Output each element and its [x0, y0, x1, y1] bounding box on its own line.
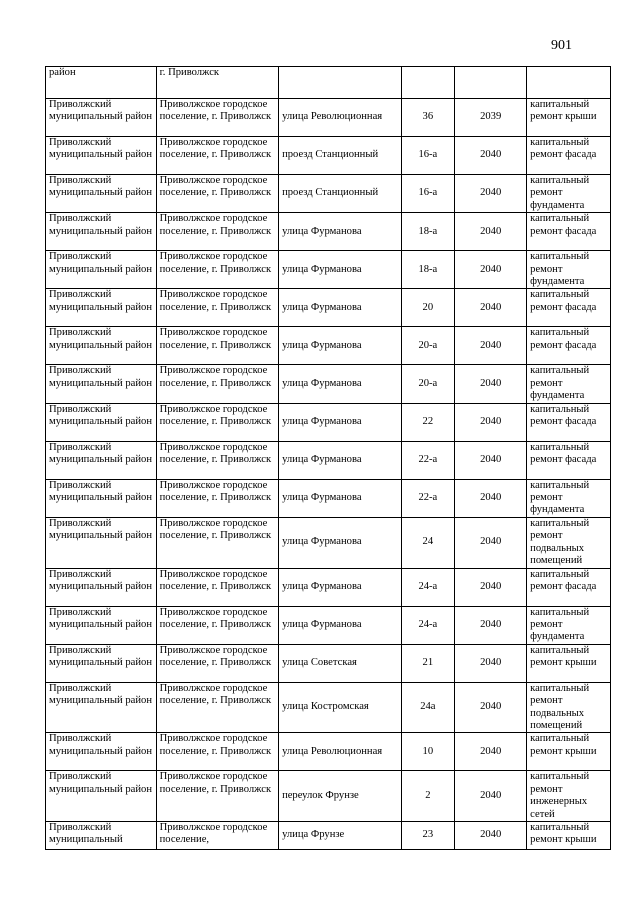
- cell-work: капитальный ремонт фасада: [527, 568, 611, 606]
- cell-district: Приволжский муниципальный район: [46, 733, 157, 771]
- cell-work: капитальный ремонт фасада: [527, 213, 611, 251]
- cell-year: 2040: [455, 289, 527, 327]
- cell-settlement: Приволжское городское поселение, г. Приволжск: [156, 327, 278, 365]
- cell-settlement: Приволжское городское поселение, г. Приволжск: [156, 365, 278, 403]
- cell-work: капитальный ремонт фундамента: [527, 175, 611, 213]
- cell-district: Приволжский муниципальный район: [46, 403, 157, 441]
- cell-house: 20-а: [401, 365, 455, 403]
- cell-settlement: Приволжское городское поселение, г. Приволжск: [156, 682, 278, 733]
- cell-year: 2040: [455, 327, 527, 365]
- cell-house: 18-а: [401, 251, 455, 289]
- cell-year: 2040: [455, 365, 527, 403]
- table-row: [46, 175, 611, 213]
- cell-settlement: Приволжское городское поселение, г. Приволжск: [156, 137, 278, 175]
- cell-settlement: Приволжское городское поселение, г. Приволжск: [156, 441, 278, 479]
- table-row: [46, 99, 611, 137]
- cell-work: капитальный ремонт крыши: [527, 821, 611, 849]
- cell-settlement: Приволжское городское поселение,: [156, 821, 278, 849]
- cell-settlement: Приволжское городское поселение, г. Приволжск: [156, 213, 278, 251]
- table-body: [46, 67, 611, 850]
- cell-street: улица Фурманова: [279, 213, 401, 251]
- cell-street: проезд Станционный: [279, 175, 401, 213]
- cell-street: улица Фурманова: [279, 441, 401, 479]
- cell-house: 18-а: [401, 213, 455, 251]
- cell-year: 2040: [455, 479, 527, 517]
- cell-house: 20-а: [401, 327, 455, 365]
- cell-work: капитальный ремонт крыши: [527, 644, 611, 682]
- cell-work: капитальный ремонт фундамента: [527, 251, 611, 289]
- cell-street: улица Фурманова: [279, 251, 401, 289]
- cell-district: Приволжский муниципальный район: [46, 289, 157, 327]
- cell-house: 23: [401, 821, 455, 849]
- cell-district: Приволжский муниципальный район: [46, 644, 157, 682]
- cell-house: 24а: [401, 682, 455, 733]
- table-row: [46, 568, 611, 606]
- cell-street: улица Фурманова: [279, 479, 401, 517]
- cell-district: Приволжский муниципальный район: [46, 99, 157, 137]
- cell-house: 20: [401, 289, 455, 327]
- cell-work: капитальный ремонт фундамента: [527, 606, 611, 644]
- cell-street: улица Фурманова: [279, 365, 401, 403]
- cell-district: Приволжский муниципальный район: [46, 213, 157, 251]
- cell-settlement: Приволжское городское поселение, г. Приволжск: [156, 289, 278, 327]
- cell-house: 16-а: [401, 175, 455, 213]
- table-row: [46, 644, 611, 682]
- cell-settlement: Приволжское городское поселение, г. Приволжск: [156, 644, 278, 682]
- table-row: [46, 821, 611, 849]
- table-row: [46, 441, 611, 479]
- cell-house: 2: [401, 771, 455, 822]
- cell-house: 24-а: [401, 606, 455, 644]
- cell-year: 2040: [455, 644, 527, 682]
- cell-work: капитальный ремонт инженерных сетей: [527, 771, 611, 822]
- cell-street: переулок Фрунзе: [279, 771, 401, 822]
- cell-district: Приволжский муниципальный район: [46, 251, 157, 289]
- cell-district: Приволжский муниципальный район: [46, 568, 157, 606]
- table-row: [46, 327, 611, 365]
- table-row: [46, 365, 611, 403]
- cell-house: [401, 67, 455, 99]
- cell-year: 2040: [455, 137, 527, 175]
- cell-district: Приволжский муниципальный район: [46, 682, 157, 733]
- table-row: [46, 517, 611, 568]
- cell-year: 2040: [455, 517, 527, 568]
- cell-work: капитальный ремонт фундамента: [527, 479, 611, 517]
- cell-settlement: Приволжское городское поселение, г. Приволжск: [156, 771, 278, 822]
- cell-year: 2040: [455, 213, 527, 251]
- cell-settlement: Приволжское городское поселение, г. Приволжск: [156, 175, 278, 213]
- table-row: [46, 479, 611, 517]
- page-number: 901: [551, 38, 572, 53]
- cell-work: капитальный ремонт фасада: [527, 137, 611, 175]
- cell-house: 21: [401, 644, 455, 682]
- cell-year: 2040: [455, 441, 527, 479]
- cell-house: 22-а: [401, 441, 455, 479]
- cell-street: улица Революционная: [279, 99, 401, 137]
- cell-year: 2040: [455, 682, 527, 733]
- cell-street: проезд Станционный: [279, 137, 401, 175]
- cell-street: улица Советская: [279, 644, 401, 682]
- table-row: [46, 137, 611, 175]
- cell-house: 22: [401, 403, 455, 441]
- cell-house: 36: [401, 99, 455, 137]
- cell-house: 24-а: [401, 568, 455, 606]
- cell-year: 2040: [455, 606, 527, 644]
- cell-year: 2040: [455, 403, 527, 441]
- cell-year: 2040: [455, 568, 527, 606]
- table-row: [46, 251, 611, 289]
- cell-work: капитальный ремонт крыши: [527, 99, 611, 137]
- table-row: [46, 682, 611, 733]
- cell-settlement: Приволжское городское поселение, г. Приволжск: [156, 517, 278, 568]
- table-row: [46, 213, 611, 251]
- cell-street: улица Революционная: [279, 733, 401, 771]
- cell-street: улица Фурманова: [279, 606, 401, 644]
- cell-work: капитальный ремонт подвальных помещений: [527, 682, 611, 733]
- cell-street: улица Фурманова: [279, 327, 401, 365]
- cell-district: Приволжский муниципальный район: [46, 606, 157, 644]
- cell-year: 2040: [455, 821, 527, 849]
- cell-work: [527, 67, 611, 99]
- table-row: [46, 289, 611, 327]
- table-row-continued: [46, 67, 611, 99]
- cell-settlement: Приволжское городское поселение, г. Приволжск: [156, 606, 278, 644]
- cell-settlement: Приволжское городское поселение, г. Приволжск: [156, 251, 278, 289]
- cell-district: Приволжский муниципальный район: [46, 327, 157, 365]
- cell-street: улица Фурманова: [279, 289, 401, 327]
- table-row: [46, 606, 611, 644]
- cell-year: 2040: [455, 771, 527, 822]
- table-row: [46, 771, 611, 822]
- cell-work: капитальный ремонт подвальных помещений: [527, 517, 611, 568]
- cell-year: 2040: [455, 175, 527, 213]
- cell-district: Приволжский муниципальный район: [46, 771, 157, 822]
- cell-district: Приволжский муниципальный район: [46, 365, 157, 403]
- cell-street: [279, 67, 401, 99]
- cell-work: капитальный ремонт фасада: [527, 289, 611, 327]
- repair-schedule-table: [45, 66, 611, 850]
- cell-district: Приволжский муниципальный: [46, 821, 157, 849]
- cell-district: район: [46, 67, 157, 99]
- cell-year: 2039: [455, 99, 527, 137]
- cell-district: Приволжский муниципальный район: [46, 517, 157, 568]
- table-row: [46, 403, 611, 441]
- cell-street: улица Фрунзе: [279, 821, 401, 849]
- cell-house: 22-а: [401, 479, 455, 517]
- cell-street: улица Фурманова: [279, 517, 401, 568]
- cell-house: 16-а: [401, 137, 455, 175]
- cell-year: 2040: [455, 251, 527, 289]
- cell-settlement: Приволжское городское поселение, г. Приволжск: [156, 479, 278, 517]
- cell-house: 10: [401, 733, 455, 771]
- cell-work: капитальный ремонт крыши: [527, 733, 611, 771]
- cell-district: Приволжский муниципальный район: [46, 441, 157, 479]
- cell-year: [455, 67, 527, 99]
- cell-settlement: Приволжское городское поселение, г. Приволжск: [156, 733, 278, 771]
- cell-work: капитальный ремонт фасада: [527, 441, 611, 479]
- cell-street: улица Костромская: [279, 682, 401, 733]
- cell-year: 2040: [455, 733, 527, 771]
- cell-settlement: Приволжское городское поселение, г. Приволжск: [156, 403, 278, 441]
- cell-settlement: Приволжское городское поселение, г. Приволжск: [156, 99, 278, 137]
- cell-street: улица Фурманова: [279, 568, 401, 606]
- cell-district: Приволжский муниципальный район: [46, 137, 157, 175]
- cell-district: Приволжский муниципальный район: [46, 479, 157, 517]
- cell-work: капитальный ремонт фасада: [527, 327, 611, 365]
- cell-house: 24: [401, 517, 455, 568]
- cell-district: Приволжский муниципальный район: [46, 175, 157, 213]
- cell-settlement: Приволжское городское поселение, г. Приволжск: [156, 568, 278, 606]
- cell-work: капитальный ремонт фундамента: [527, 365, 611, 403]
- cell-settlement: г. Приволжск: [156, 67, 278, 99]
- table-row: [46, 733, 611, 771]
- cell-street: улица Фурманова: [279, 403, 401, 441]
- cell-work: капитальный ремонт фасада: [527, 403, 611, 441]
